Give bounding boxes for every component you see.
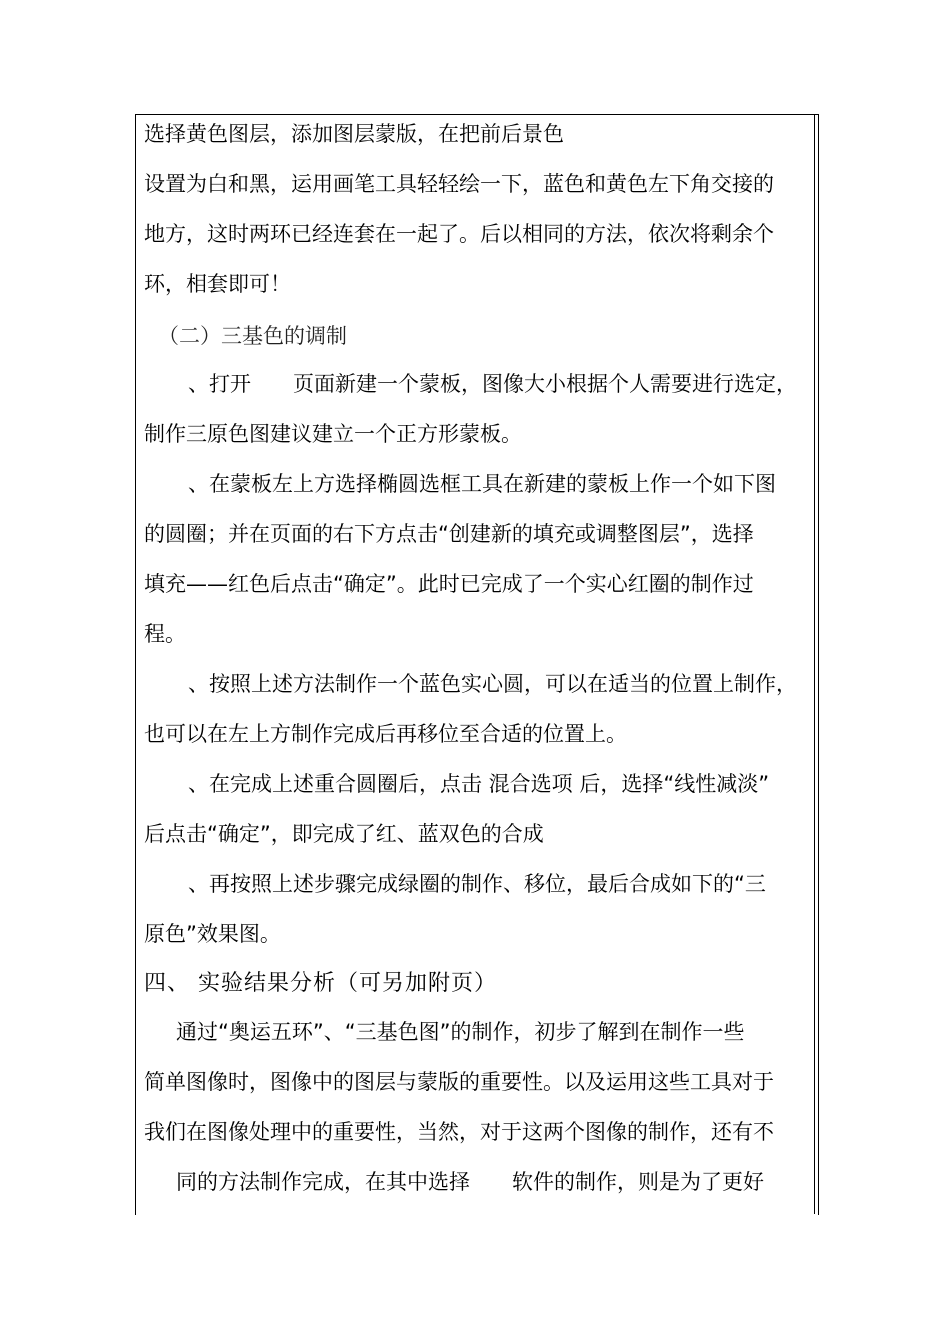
section-heading: 四、 实验结果分析（可另加附页） bbox=[144, 971, 497, 996]
paragraph-line: 设置为白和黑，运用画笔工具轻轻绘一下，蓝色和黄色左下角交接的 bbox=[144, 172, 774, 196]
paragraph-line: 、在完成上述重合圆圈后，点击 混合选项 后，选择“线性减淡” bbox=[188, 772, 770, 796]
paragraph-line: 的圆圈；并在页面的右下方点击“创建新的填充或调整图层”，选择 bbox=[144, 522, 754, 546]
paragraph-line: 、按照上述方法制作一个蓝色实心圆，可以在适当的位置上制作， bbox=[188, 672, 797, 696]
paragraph-line: 简单图像时，图像中的图层与蒙版的重要性。以及运用这些工具对于 bbox=[144, 1070, 774, 1094]
paragraph-line: 、在蒙板左上方选择椭圆选框工具在新建的蒙板上作一个如下图 bbox=[188, 472, 776, 496]
paragraph-line: 填充——红色后点击“确定”。此时已完成了一个实心红圈的制作过 bbox=[144, 572, 754, 596]
paragraph-line: 制作三原色图建议建立一个正方形蒙板。 bbox=[144, 422, 522, 446]
paragraph-line: 也可以在左上方制作完成后再移位至合适的位置上。 bbox=[144, 722, 627, 746]
paragraph-line: 我们在图像处理中的重要性，当然，对于这两个图像的制作，还有不 bbox=[144, 1120, 774, 1144]
paragraph-line: 环，相套即可！ bbox=[144, 272, 291, 296]
paragraph-line: 同的方法制作完成，在其中选择 软件的制作，则是为了更好 bbox=[176, 1170, 764, 1194]
paragraph-line: 、打开 页面新建一个蒙板，图像大小根据个人需要进行选定， bbox=[188, 372, 797, 396]
section-heading: （二）三基色的调制 bbox=[158, 324, 347, 348]
paragraph-line: 通过“奥运五环”、“三基色图”的制作，初步了解到在制作一些 bbox=[176, 1020, 745, 1044]
paragraph-line: 后点击“确定”，即完成了红、蓝双色的合成 bbox=[144, 822, 544, 846]
table-inner-border bbox=[814, 114, 815, 1214]
paragraph-line: 程。 bbox=[144, 622, 186, 646]
paragraph-line: 选择黄色图层，添加图层蒙版，在把前后景色 bbox=[144, 122, 564, 146]
paragraph-line: 原色”效果图。 bbox=[144, 922, 281, 946]
paragraph-line: 地方，这时两环已经连套在一起了。后以相同的方法，依次将剩余个 bbox=[144, 222, 774, 246]
paragraph-line: 、再按照上述步骤完成绿圈的制作、移位，最后合成如下的“三 bbox=[188, 872, 766, 896]
